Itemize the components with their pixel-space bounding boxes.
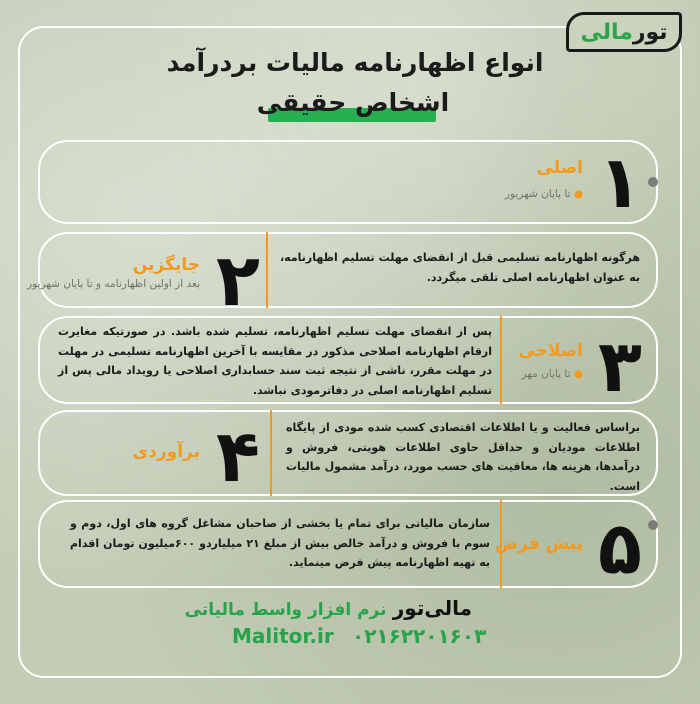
- card-5-number: ۵: [598, 506, 642, 590]
- footer-brand: [184, 596, 472, 620]
- bullet-icon: ●: [570, 188, 583, 200]
- card-3-subtitle: ● تا پایان مهر: [521, 368, 583, 380]
- card-4-divider: [270, 410, 272, 496]
- footer-website[interactable]: Malitor.ir: [232, 624, 334, 648]
- card-3-divider: [500, 316, 502, 404]
- brand-logo-rest: تور: [632, 19, 668, 45]
- card-2-description: هرگونه اظهارنامه تسلیمی قبل از انقضای مهلت تسلیم اظهارنامه، به عنوان اظهارنامه اصلی تلقی میگردد.: [280, 251, 640, 284]
- card-2-number: ۲: [216, 238, 260, 322]
- bullet-icon: ●: [570, 368, 583, 380]
- card-1-title: اصلی: [536, 158, 583, 178]
- card-2-subtitle: بعد از اولین اظهارنامه و تا پایان شهریور: [27, 278, 200, 290]
- card-4-description: براساس فعالیت و یا اطلاعات اقتصادی کسب شده مودی از پایگاه اطلاعات مودیان و حداقل حاوی اطلاعات هویتی، فروش و درآمدها، هزینه ها، معافیت های حسب مورد، درآمد مشمول مالیات است.: [286, 421, 640, 493]
- card-1: [38, 140, 658, 224]
- card-4-number: ۴: [216, 414, 260, 498]
- card-5-description: سازمان مالیاتی برای تمام یا بخشی از صاحبان مشاغل گروه های اول، دوم و سوم با فروش و درآمد خالص بیش از مبلغ ۲۱ میلیاردو ۶۰۰میلیون تومان اقدام به تهیه اظهارنامه پیش فرض مینماید.: [70, 517, 490, 570]
- footer-phone[interactable]: ۰۲۱۶۲۲۰۱۶۰۳: [352, 624, 487, 648]
- footer-tagline: نرم افزار واسط مالیاتی: [184, 600, 387, 620]
- card-5-title: پیش فرض: [495, 534, 583, 554]
- brand-logo-accent: مالی: [580, 19, 633, 45]
- footer-brand-logo: مالی‌تور: [392, 596, 472, 620]
- card-4-title: برآوردی: [132, 442, 200, 462]
- card-3-number: ۳: [598, 324, 642, 408]
- card-3-description: پس از انقضای مهلت تسلیم اظهارنامه، تسلیم شده باشد. در صورتیکه مغایرت ارقام اظهارنامه اصلاحی مذکور در مقایسه با آخرین اظهارنامه تسلیمی در مهلت در مهلت مقرر، ناشی از نتیجه ثبت سند حسابداری اصلاحی یا رویداد مالی پس از تسلیم اظهارنامه اصلی در دفاترمودی نباشد.: [58, 325, 492, 397]
- brand-logo: [566, 12, 682, 52]
- card-1-number: ۱: [598, 140, 642, 224]
- page-title: انواع اظهارنامه مالیات بردرآمد: [166, 48, 544, 77]
- page-subtitle: اشخاص حقیقی: [256, 88, 450, 117]
- card-1-subtitle: ● تا پایان شهریور: [504, 188, 583, 200]
- card-2-title: جایگزین: [132, 255, 200, 275]
- card-3-title: اصلاحی: [518, 341, 583, 361]
